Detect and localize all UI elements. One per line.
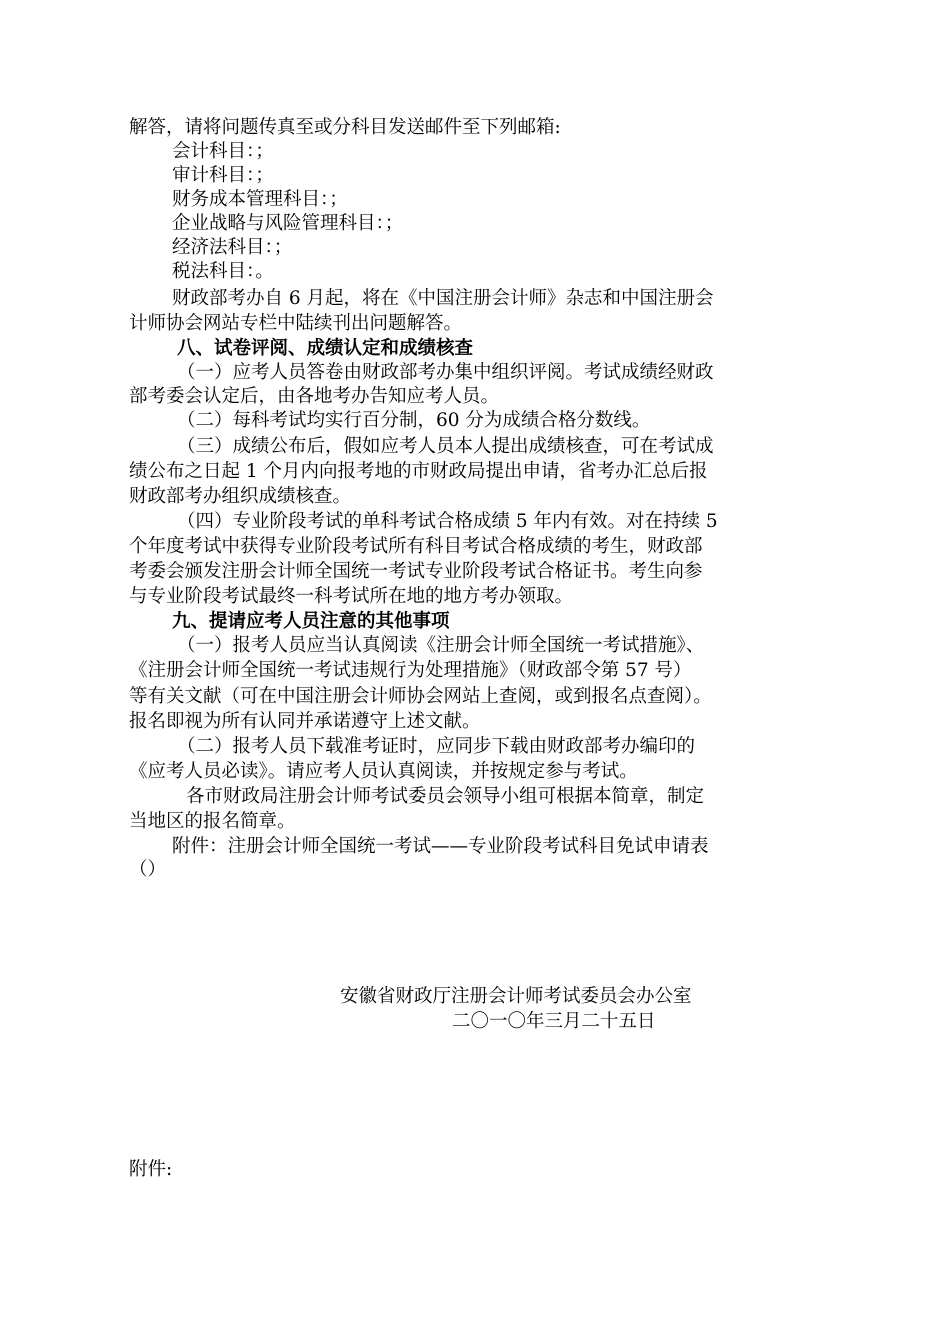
text-line: 个年度考试中获得专业阶段考试所有科目考试合格成绩的考生，财政部 xyxy=(129,536,703,557)
text-line: 各市财政局注册会计师考试委员会领导小组可根据本简章，制定 xyxy=(186,786,705,807)
text-line: 部考委会认定后，由各地考办告知应考人员。 xyxy=(129,386,500,407)
text-line: 计师协会网站专栏中陆续刊出问题解答。 xyxy=(129,313,463,334)
text-line: 报名即视为所有认同并承诺遵守上述文献。 xyxy=(129,711,481,732)
text-line: 《应考人员必读》。请应考人员认真阅读，并按规定参与考试。 xyxy=(129,761,638,782)
text-line: （三）成绩公布后，假如应考人员本人提出成绩核查，可在考试成 xyxy=(177,436,714,457)
text-line: 《注册会计师全国统一考试违规行为处理措施》（财政部令第 57 号） xyxy=(129,660,692,681)
text-line: 财政部考办组织成绩核查。 xyxy=(129,486,352,507)
text-line: 审计科目：； xyxy=(172,165,274,186)
text-line: 企业战略与风险管理科目：； xyxy=(172,213,404,234)
text-line: 当地区的报名简章。 xyxy=(129,811,296,832)
section-heading: 九、提请应考人员注意的其他事项 xyxy=(172,611,450,632)
section-heading: 八、试卷评阅、成绩认定和成绩核查 xyxy=(177,338,474,359)
text-line: （一）报考人员应当认真阅读《注册会计师全国统一考试措施》、 xyxy=(177,635,705,656)
text-line: 税法科目：。 xyxy=(172,261,274,282)
signature-office: 安徽省财政厅注册会计师考试委员会办公室 xyxy=(340,986,692,1007)
text-line: 经济法科目：； xyxy=(172,237,293,258)
attachment-label: 附件: xyxy=(129,1159,173,1180)
text-line: 会计科目：； xyxy=(172,141,274,162)
text-line: 与专业阶段考试最终一科考试所在地的地方考办领取。 xyxy=(129,586,574,607)
text-line: 解答，请将问题传真至或分科目发送邮件至下列邮箱: xyxy=(129,117,561,138)
text-line: 绩公布之日起 1 个月内向报考地的市财政局提出申请，省考办汇总后报 xyxy=(129,461,708,482)
attachment-note: 附件：注册会计师全国统一考试——专业阶段考试科目免试申请表 xyxy=(172,836,709,857)
text-line: （四）专业阶段考试的单科考试合格成绩 5 年内有效。对在持续 5 xyxy=(177,511,718,532)
text-line: 财政部考办自 6 月起，将在《中国注册会计师》杂志和中国注册会 xyxy=(172,288,714,309)
signature-date: 二〇一〇年三月二十五日 xyxy=(452,1011,656,1032)
text-line: （二）每科考试均实行百分制，60 分为成绩合格分数线。 xyxy=(177,410,651,431)
text-line: 考委会颁发注册会计师全国统一考试专业阶段考试合格证书。考生向参 xyxy=(129,561,703,582)
text-line: 财务成本管理科目：； xyxy=(172,189,348,210)
text-line: （二）报考人员下载准考证时，应同步下载由财政部考办编印的 xyxy=(177,736,696,757)
text-line: （一）应考人员答卷由财政部考办集中组织评阅。考试成绩经财政 xyxy=(177,362,714,383)
text-line: （） xyxy=(129,859,167,880)
text-line: 等有关文献（可在中国注册会计师协会网站上查阅，或到报名点查阅）。 xyxy=(129,686,712,707)
